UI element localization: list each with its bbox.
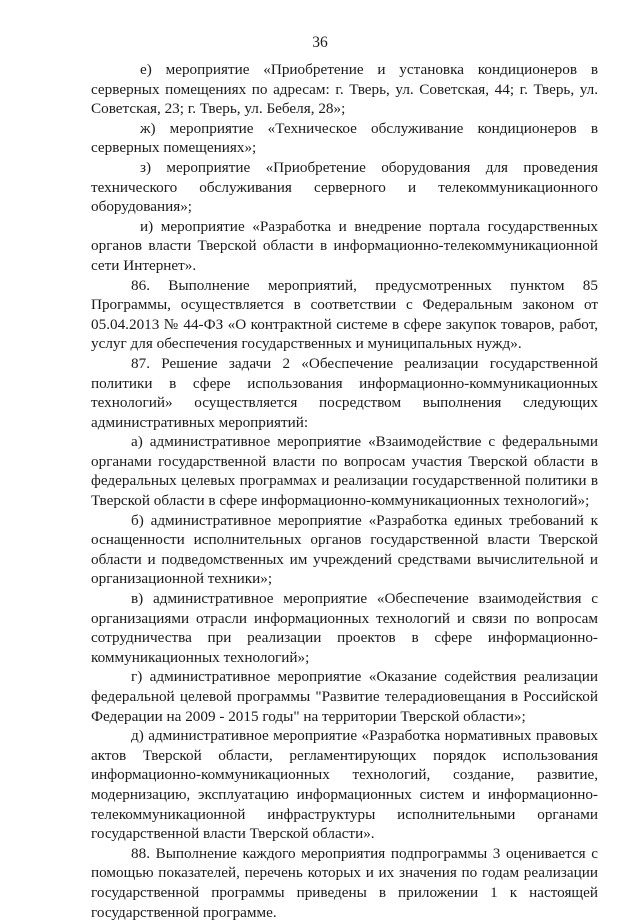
paragraph-item-zh: ж) мероприятие «Техническое обслуживание кондиционеров в серверных помещениях»; <box>91 119 598 157</box>
paragraph-item-d: д) административное мероприятие «Разработка нормативных правовых актов Тверской области, регламентирующих порядок использования информационно-коммуникационных технологий, создание, развитие, модернизацию, эксплуатацию информационных систем и информационно-телекоммуникационной инфраструктуры исполнительными органами государственной власти Тверской области». <box>91 727 598 843</box>
paragraph-item-b: б) административное мероприятие «Разработка единых требований к оснащенности исполнительных органов государственной власти Тверской области и подведомственных им учреждений средствами вычислительной и организационной техники»; <box>91 511 598 588</box>
paragraph-item-g: г) административное мероприятие «Оказание содействия реализации федеральной целевой программы "Развитие телерадиовещания в Российской Федерации на 2009 - 2015 годы" на территории Тверской области»; <box>91 668 598 725</box>
paragraph-item-z: з) мероприятие «Приобретение оборудования для проведения технического обслуживания серверного и телекоммуникационного оборудования»; <box>91 158 598 216</box>
paragraph-item-e: е) мероприятие «Приобретение и установка кондиционеров в серверных помещениях по адресам: г. Тверь, ул. Советская, 44; г. Тверь, ул. Советская, 23; г. Тверь, ул. Бебеля, 28»; <box>91 61 598 118</box>
paragraph-88: 88. Выполнение каждого мероприятия подпрограммы 3 оценивается с помощью показателей, перечень которых и их значения по годам реализации государственной программы приведены в приложении 1 к настоящей государственной программе. <box>91 844 598 921</box>
page-number: 36 <box>312 34 328 51</box>
paragraph-item-i: и) мероприятие «Разработка и внедрение портала государственных органов власти Тверской области в информационно-телекоммуникационной сети Интернет». <box>91 217 598 274</box>
document-body <box>91 60 598 922</box>
paragraph-item-a: а) административное мероприятие «Взаимодействие с федеральными органами государственной власти по вопросам участия Тверской области в федеральных целевых программах и реализации государственной политики в Тверской области в сфере информационно-коммуникационных технологий»; <box>91 433 598 510</box>
paragraph-87: 87. Решение задачи 2 «Обеспечение реализации государственной политики в сфере использования информационно-коммуникационных технологий» осуществляется посредством выполнения следующих административных мероприятий: <box>91 354 598 431</box>
paragraph-86: 86. Выполнение мероприятий, предусмотренных пунктом 85 Программы, осуществляется в соответствии с Федеральным законом от 05.04.2013 № 44-ФЗ «О контрактной системе в сфере закупок товаров, работ, услуг для обеспечения государственных и муниципальных нужд». <box>91 276 598 353</box>
paragraph-item-v: в) административное мероприятие «Обеспечение взаимодействия с организациями отрасли информационных технологий и связи по вопросам сотрудничества при реализации проектов в сфере информационно-коммуникационных технологий»; <box>91 590 598 666</box>
